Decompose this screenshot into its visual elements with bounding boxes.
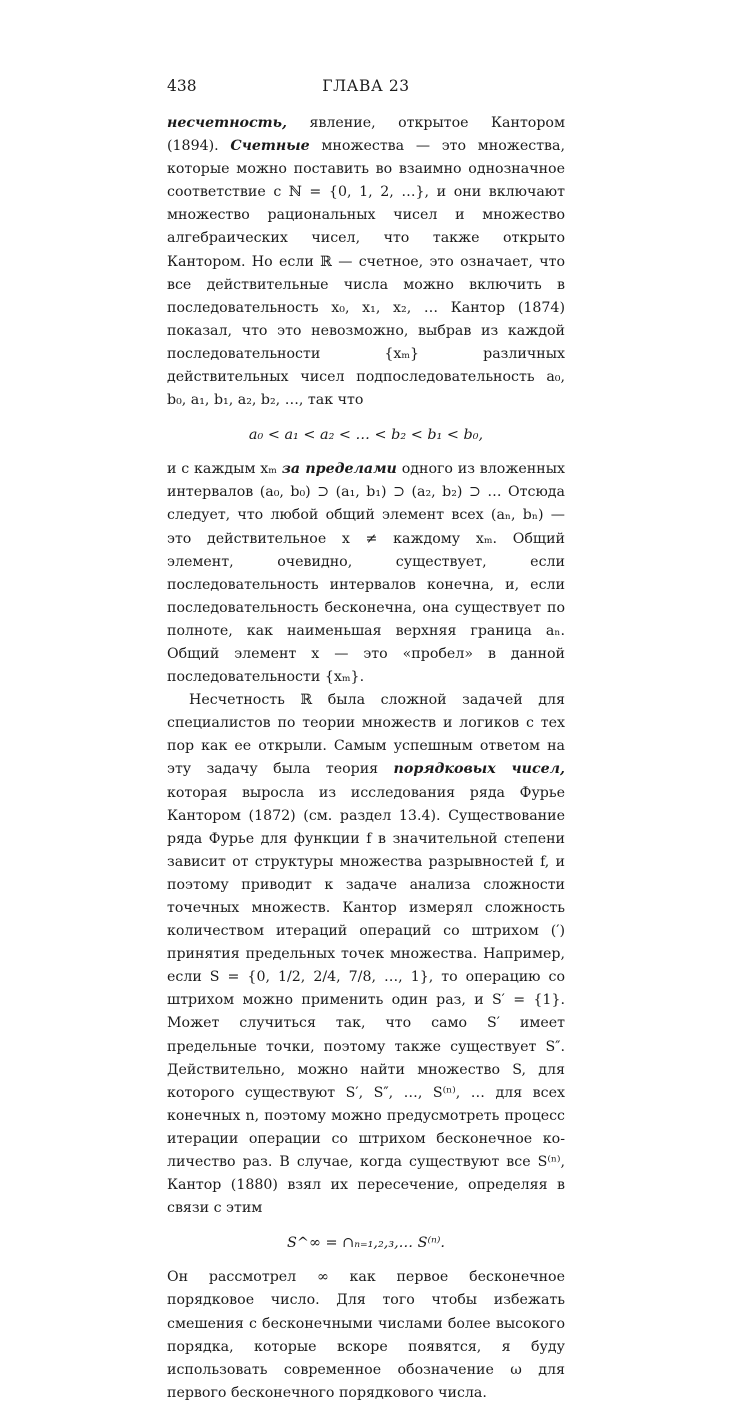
- emphasis-term: Счетные: [230, 138, 310, 155]
- emphasis-term: за пределами: [281, 461, 397, 478]
- emphasis-term: несчетность,: [167, 115, 287, 131]
- chapter-title: ГЛАВА 23: [322, 77, 410, 95]
- paragraph-text: явление, открытое Кантором (1894).: [167, 115, 565, 155]
- emphasis-term: порядковых чисел,: [393, 761, 565, 778]
- display-formula-intersection: [167, 1220, 565, 1266]
- paragraph-2: [167, 458, 565, 689]
- formula-text: S^∞ = ∩ₙ₌₁,₂,₃,… S⁽ⁿ⁾.: [287, 1235, 445, 1252]
- paragraph-4: Он рассмотрел ∞ как первое бесконечное порядковое число. Для того чтобы избежать смешения с бесконечными числами более высокого порядка, которые вскоре появятся, я буду использовать современное обозначение ω для первого бесконечного порядкового числа.: [167, 1269, 565, 1401]
- paragraph-text: одного из вложенных интервалов (a₀, b₀) ⊃ (a₁, b₁) ⊃ (a₂, b₂) ⊃ … Отсюда следует, что любой общий элемент всех (aₙ, bₙ) — это действительное x ≠ каждому xₘ. Общий элемент, очевидно, существует, если последовательность интервалов конечна, и, если последовательность бесконечна, она существует по полноте, как наименьшая верхняя граница aₙ. Общий элемент x — это «пробел» в данной последовательности {xₘ}.: [167, 461, 565, 686]
- page-body: [167, 112, 565, 1405]
- paragraph-text: Несчетность ℝ была сложной задачей для специалистов по теории множеств и логиков с тех пор как ее открыли. Самым успешным ответом на эту задачу была теория: [167, 692, 565, 778]
- paragraph-text: и с каждым xₘ: [167, 461, 282, 478]
- paragraph-3: [167, 689, 565, 1220]
- page-number: 438: [167, 77, 197, 95]
- display-formula: [167, 412, 565, 458]
- formula-text: a₀ < a₁ < a₂ < … < b₂ < b₁ < b₀,: [248, 427, 484, 444]
- paragraph-1: [167, 112, 565, 412]
- running-header: [167, 77, 565, 99]
- paragraph-text: множества — это множества, которые можно поставить во взаимно однозначное соответствие с ℕ = {0, 1, 2, …}, и они включают множество рациональных чисел и множество алгебраических чисел, что также открыто Кантором. Но если ℝ — счетное, это означает, что все действительные числа можно включить в последовательность x₀, x₁, x₂, … Кантор (1874) показал, что это невозможно, выбрав из каждой последовательности {xₘ} различных действительных чисел подпоследовательность a₀, b₀, a₁, b₁, a₂, b₂, …, так что: [167, 138, 566, 409]
- paragraph-text: которая выросла из исследования ряда Фурье Кантором (1872) (см. раздел 13.4). Существование ряда Фурье для функции f в значительной степени зависит от структуры множества разрывностей f, и поэтому приводит к задаче анализа сложности точечных множеств. Кантор измерял сложность количеством итераций операций со штрихом (′) принятия предельных точек множества. Например, если S = {0, 1/2, 2/4, 7/8, …, 1}, то операцию со штрихом можно применить один раз, и S′ = {1}. Может случиться так, что само S′ имеет предельные точки, поэтому также существует S″. Действительно, можно найти множество S, для которого существуют S′, S″, …, S⁽ⁿ⁾, … для всех конечных n, поэтому можно предусмотреть процесс итерации операции со штрихом бесконечное количество раз. В случае, когда существуют все S⁽ⁿ⁾, Кантор (1880) взял их пересечение, определяя в связи с этим: [167, 784, 565, 1217]
